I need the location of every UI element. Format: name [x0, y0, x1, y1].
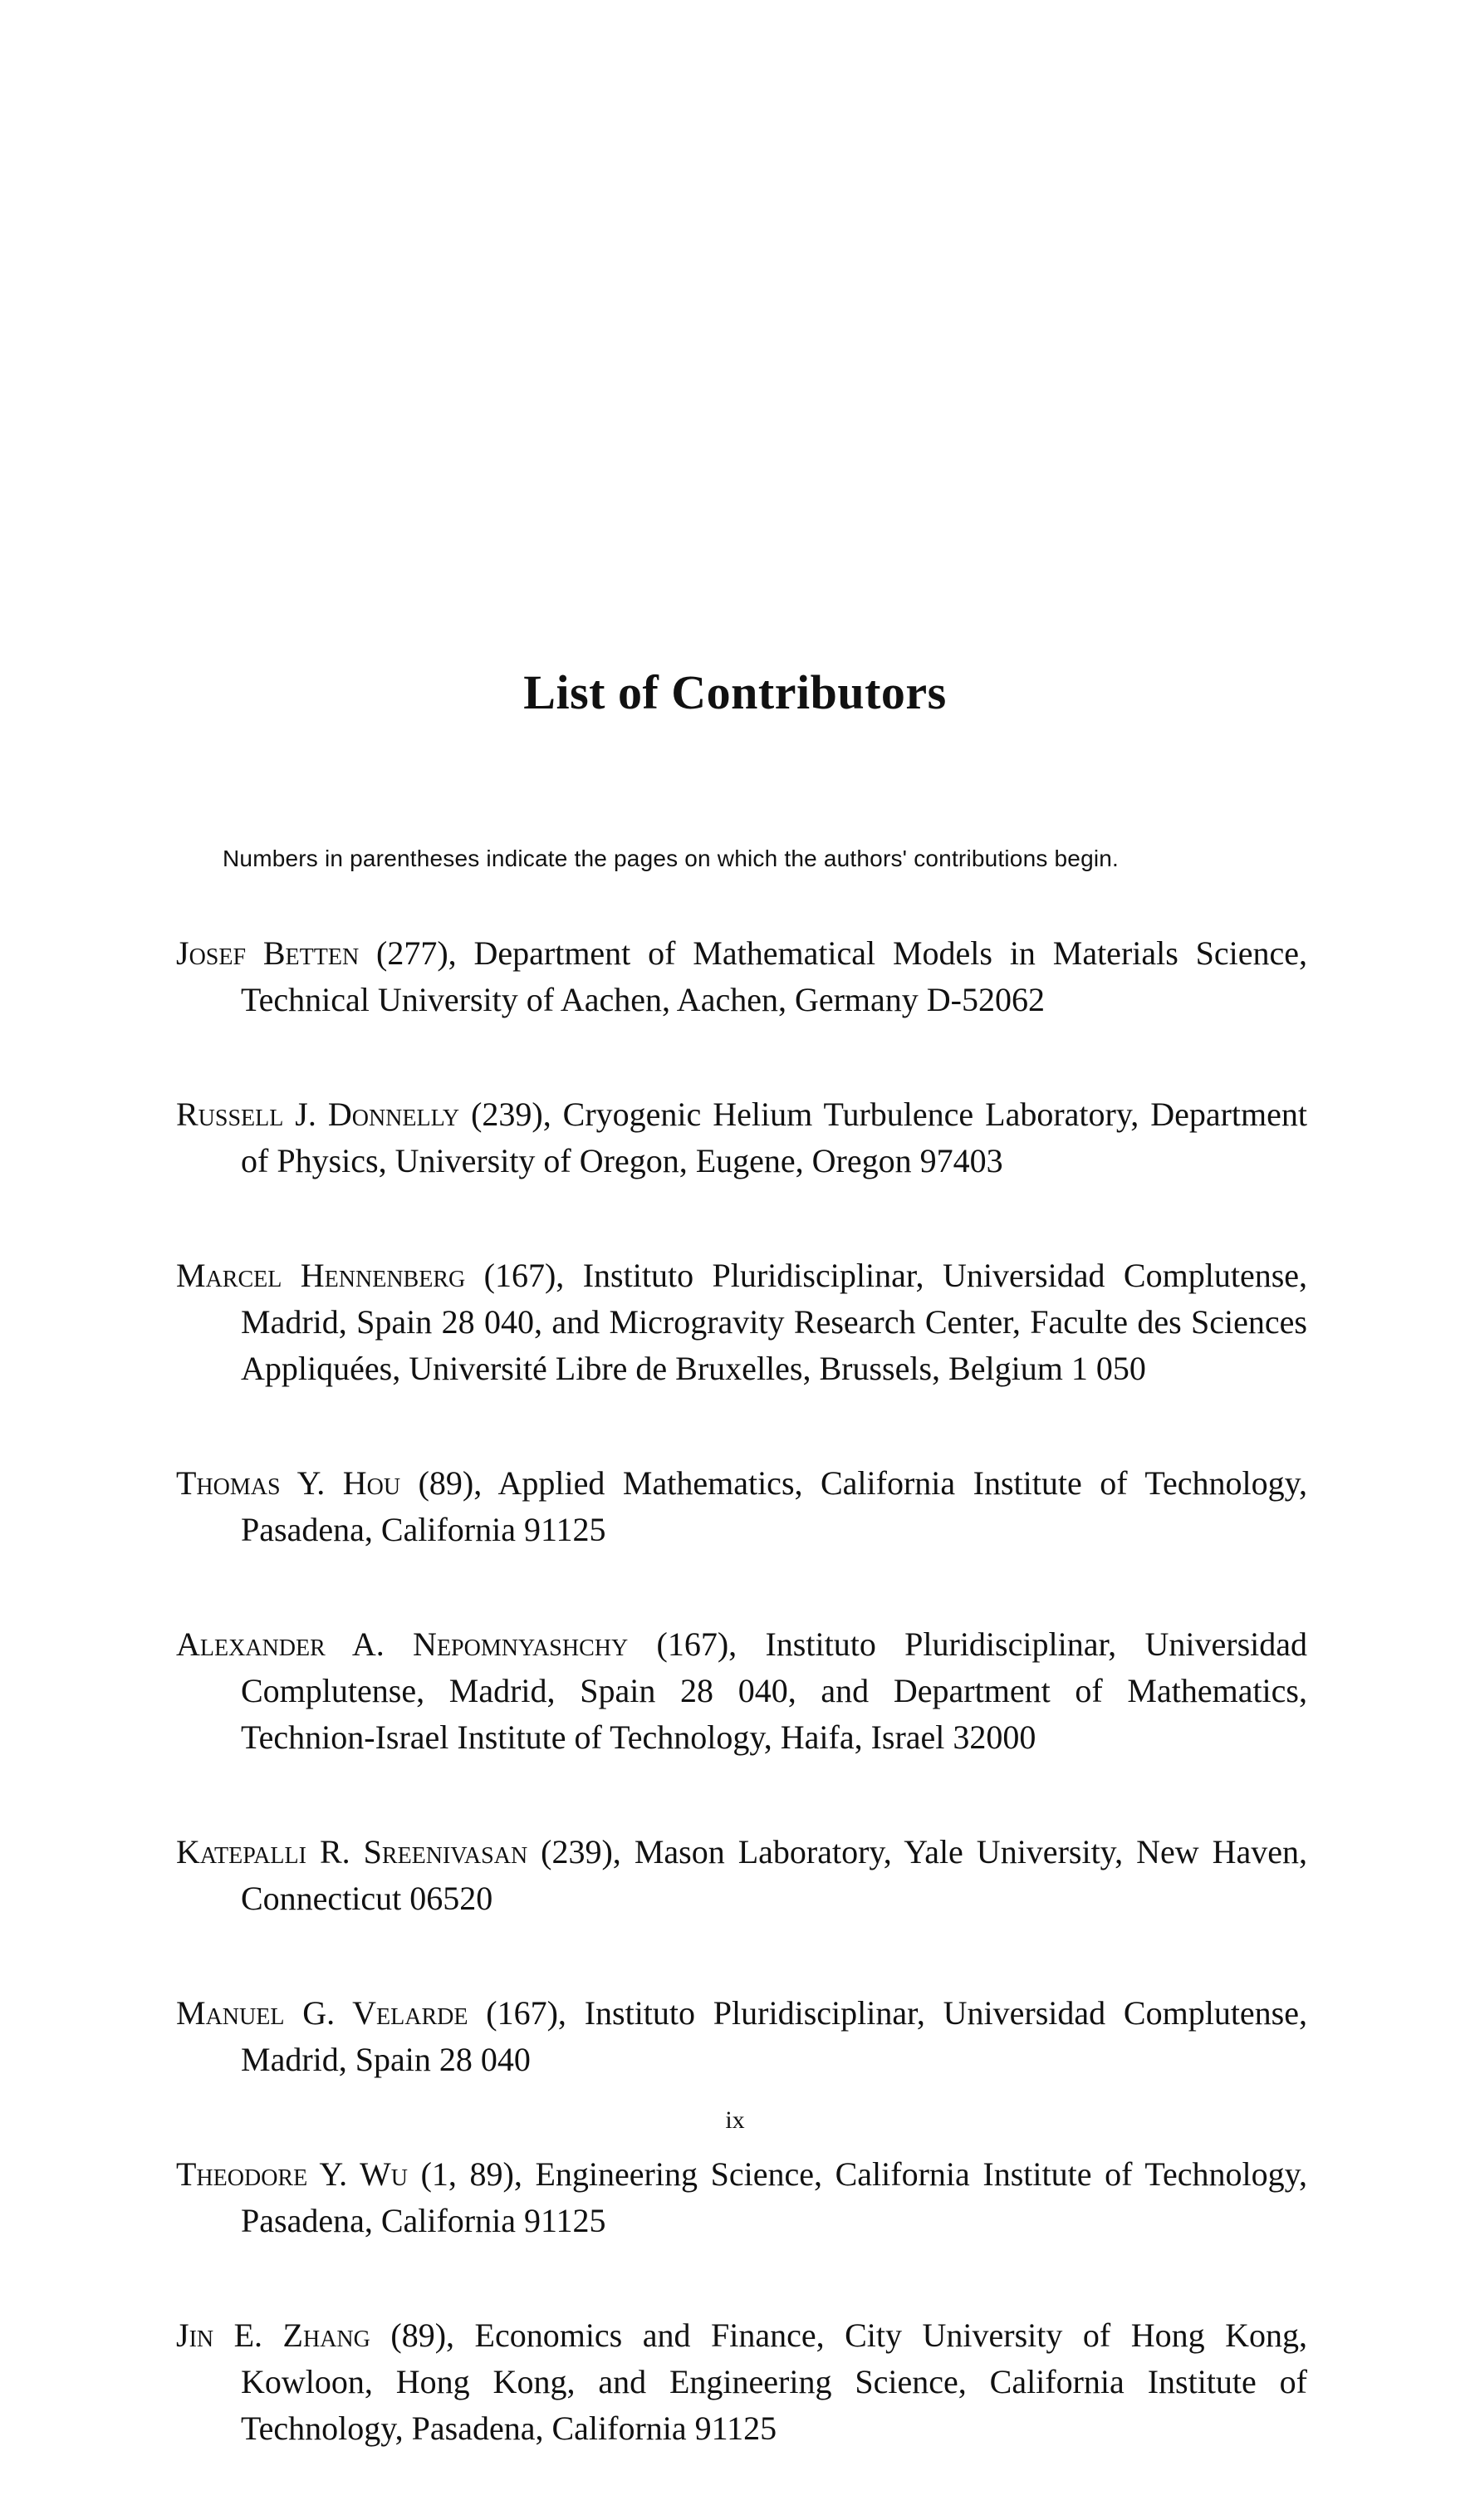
contributor-pages: (1, 89), — [407, 2155, 536, 2193]
contributor-entry — [176, 2312, 1307, 2452]
contributor-entry — [176, 1253, 1307, 1392]
intro-note: Numbers in parentheses indicate the pages on which the authors' contributions begin. — [223, 846, 1120, 871]
contributor-affiliation: Applied Mathematics, California Institute of Technology, Pasadena, California 91125 — [241, 1464, 1307, 1548]
contributor-affiliation: Engineering Science, California Institute of Technology, Pasadena, California 91125 — [241, 2155, 1308, 2239]
contributor-pages: (277), — [359, 934, 474, 972]
contributor-name: Thomas Y. Hou — [176, 1464, 401, 1502]
contributor-affiliation: Mason Laboratory, Yale University, New Haven, Connecticut 06520 — [241, 1833, 1307, 1917]
contributor-name: Manuel G. Velarde — [176, 1994, 468, 2032]
contributor-pages: (239), — [459, 1096, 563, 1133]
contributor-entry — [176, 1091, 1307, 1184]
contributor-affiliation: Economics and Finance, City University of Hong Kong, Kowloon, Hong Kong, and Engineering Science, California Institute of Technology, Pasadena, California 91125 — [241, 2317, 1307, 2447]
contributor-entry — [176, 1829, 1307, 1922]
contributor-pages: (167), — [628, 1625, 766, 1663]
contributor-affiliation: Instituto Pluridisciplinar, Universidad Complutense, Madrid, Spain 28 040, and Microgravity Research Center, Faculte des Sciences Appliquées, Université Libre de Bruxelles, Brussels, Belgium 1 050 — [241, 1257, 1308, 1387]
page-number: ix — [725, 2106, 745, 2134]
contributor-name: Alexander A. Nepomnyashchy — [176, 1625, 629, 1663]
contributor-name: Marcel Hennenberg — [176, 1257, 466, 1294]
contributor-affiliation: Instituto Pluridisciplinar, Universidad Complutense, Madrid, Spain 28 040, and Department of Mathematics, Technion-Israel Institute of Technology, Haifa, Israel 32000 — [241, 1625, 1307, 1756]
contributor-entry — [176, 930, 1307, 1023]
contributor-pages: (89), — [370, 2317, 475, 2354]
contributor-affiliation: Cryogenic Helium Turbulence Laboratory, Department of Physics, University of Oregon, Eugene, Oregon 97403 — [241, 1096, 1307, 1179]
contributor-affiliation: Instituto Pluridisciplinar, Universidad Complutense, Madrid, Spain 28 040 — [241, 1994, 1308, 2078]
contributor-entry — [176, 2151, 1307, 2244]
contributor-entry — [176, 1621, 1307, 1761]
contributor-name: Theodore Y. Wu — [176, 2155, 408, 2193]
contributor-pages: (239), — [527, 1833, 635, 1870]
contributor-affiliation: Department of Mathematical Models in Materials Science, Technical University of Aachen, Aachen, Germany D-52062 — [241, 934, 1308, 1018]
contributor-name: Josef Betten — [176, 934, 360, 972]
contributor-entry — [176, 1990, 1307, 2083]
contributor-pages: (167), — [465, 1257, 583, 1294]
contributor-pages: (89), — [400, 1464, 498, 1502]
contributor-pages: (167), — [468, 1994, 585, 2032]
contributor-name: Katepalli R. Sreenivasan — [176, 1833, 528, 1870]
contributor-name: Russell J. Donnelly — [176, 1096, 460, 1133]
contributor-list — [176, 930, 1307, 2520]
page-title: List of Contributors — [523, 665, 947, 719]
contributor-entry — [176, 1460, 1307, 1553]
contributor-name: Jin E. Zhang — [176, 2317, 370, 2354]
